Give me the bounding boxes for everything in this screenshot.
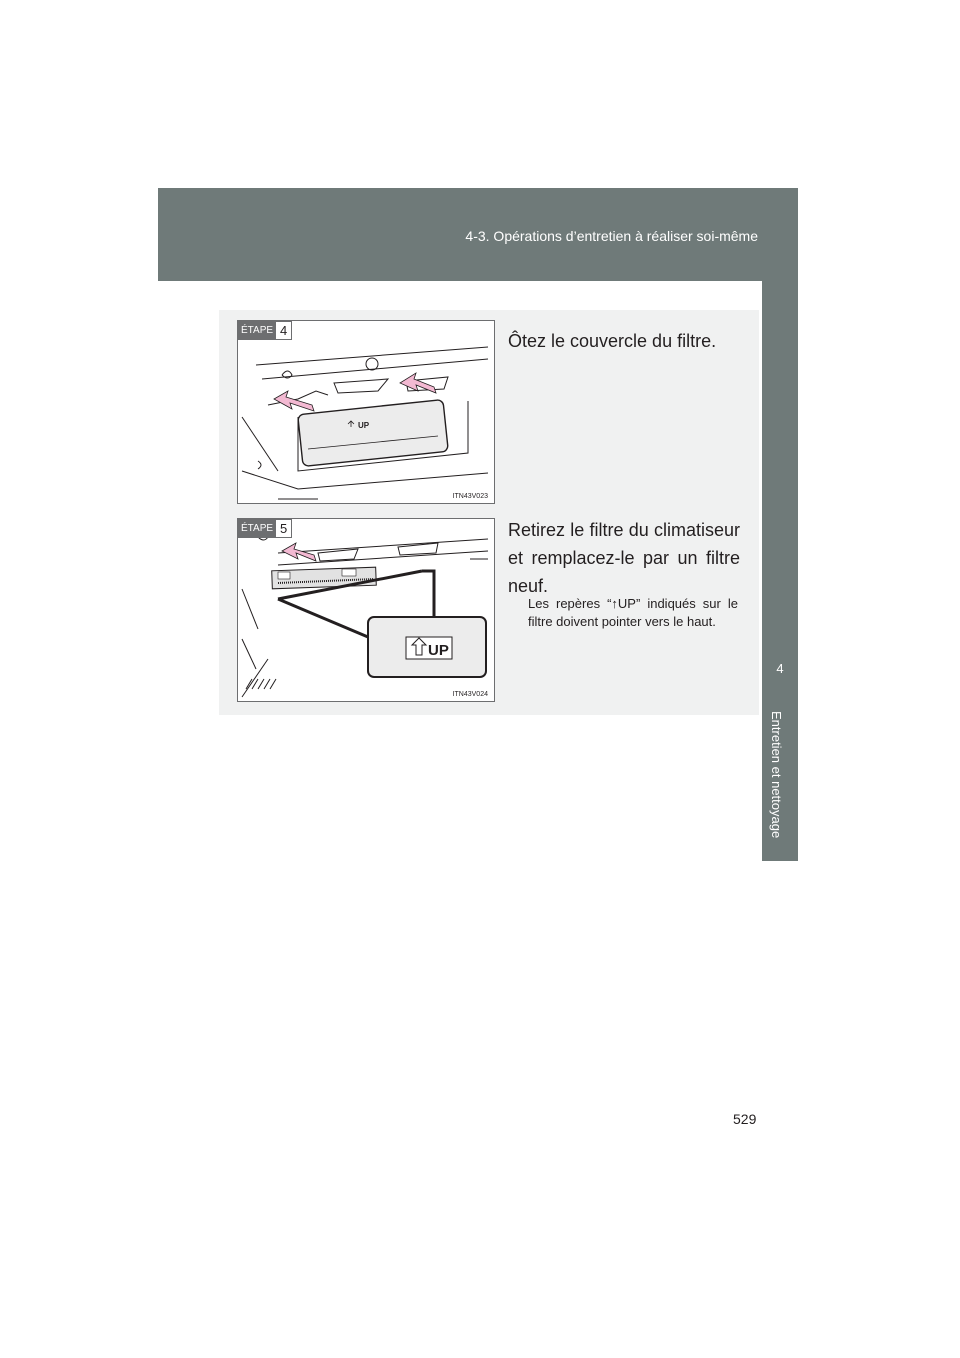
step-label: ÉTAPE (238, 321, 276, 340)
figure-code: ITN43V024 (452, 691, 488, 698)
left-arrow-icon (274, 391, 314, 411)
step-4-illustration (237, 320, 495, 504)
right-arrow-icon (400, 373, 436, 393)
chapter-header (158, 188, 798, 281)
page-number: 529 (733, 1111, 757, 1127)
removal-arrow-icon (282, 543, 316, 561)
step-number: 5 (276, 519, 292, 538)
step-4-instruction: Ôtez le couvercle du filtre. (508, 331, 717, 351)
step-5-note: Les repères “↑UP” indiqués sur le filtre doivent pointer vers le haut. (528, 596, 738, 629)
step-4-badge (238, 321, 292, 340)
glovebox-cover-drawing (238, 321, 494, 503)
figure-code: ITN43V023 (452, 493, 488, 500)
step-5-illustration (237, 518, 495, 702)
section-title: 4-3. Opérations d’entretien à réaliser soi-même (465, 228, 758, 244)
step-label: ÉTAPE (238, 519, 276, 538)
step-number: 4 (276, 321, 292, 340)
filter-replacement-drawing (238, 519, 494, 701)
filter-up-mark: UP (428, 642, 449, 659)
step-5-instruction: Retirez le filtre du climatiseur et remplacez-le par un filtre neuf. (508, 520, 740, 596)
chapter-side-tab (762, 281, 798, 861)
chapter-number: 4 (776, 661, 784, 676)
filter-cover (298, 400, 449, 467)
cover-up-mark: UP (358, 421, 370, 430)
chapter-title: Entretien et nettoyage (769, 711, 784, 839)
step-5-badge (238, 519, 292, 538)
